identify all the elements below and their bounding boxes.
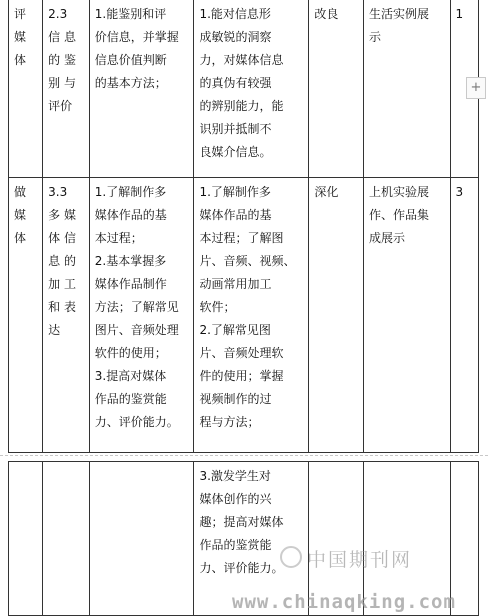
table-cell-module: [9, 462, 43, 616]
table-cell-type: 改良: [309, 0, 364, 178]
table-cell-type: 深化: [309, 178, 364, 453]
table-cell-activity: 生活实例展 示: [364, 0, 450, 178]
add-row-plus-icon[interactable]: +: [466, 77, 486, 99]
table-cell-objective: 1.能对信息形 成敏锐的洞察 力，对媒体信息 的真伪有较强 的辨别能力，能 识别并抵制不 良媒介信息。: [194, 0, 309, 178]
watermark-site-name: 中国期刊网: [307, 549, 413, 571]
table-cell-module: 评 媒 体: [9, 0, 43, 178]
table-cell-standard: 1.能鉴别和评 价信息，并掌握 信息价值判断 的基本方法；: [89, 0, 194, 178]
table-cell-objective: 1.了解制作多 媒体作品的基 本过程；了解图 片、音频、视频、 动画常用加工 软件； 2.了解常见图 片、音频处理软 件的使用；掌握 视频制作的过 程与方法；: [194, 178, 309, 453]
watermark-url: www.chinaqking.com: [232, 591, 456, 613]
table-cell-topic: 2.3 信 息 的 鉴 别 与 评价: [43, 0, 90, 178]
table-cell-objective: 3.激发学生对 媒体创作的兴 趣；提高对媒体 作品的鉴赏能 力、评价能力。: [194, 462, 309, 616]
table-cell-activity: 上机实验展 作、作品集 成展示: [364, 178, 450, 453]
curriculum-table: [8, 0, 479, 453]
table-cell-module: 做 媒 体: [9, 178, 43, 453]
page-break-divider: [0, 455, 488, 456]
table-cell-standard: [89, 462, 194, 616]
table-cell-topic: 3.3 多 媒 体 信 息 的 加 工 和 表 达: [43, 178, 90, 453]
table-row: [9, 178, 479, 453]
table-cell-standard: 1.了解制作多 媒体作品的基 本过程； 2.基本掌握多 媒体作品制作 方法；了解常见 图片、音频处理 软件的使用； 3.提高对媒体 作品的鉴赏能 力、评价能力。: [89, 178, 194, 453]
watermark-logo-icon: [280, 546, 302, 568]
table-row: [9, 0, 479, 178]
table-cell-topic: [43, 462, 90, 616]
table-cell-hours: 3: [450, 178, 479, 453]
table-cell-hours: 1: [450, 0, 479, 178]
